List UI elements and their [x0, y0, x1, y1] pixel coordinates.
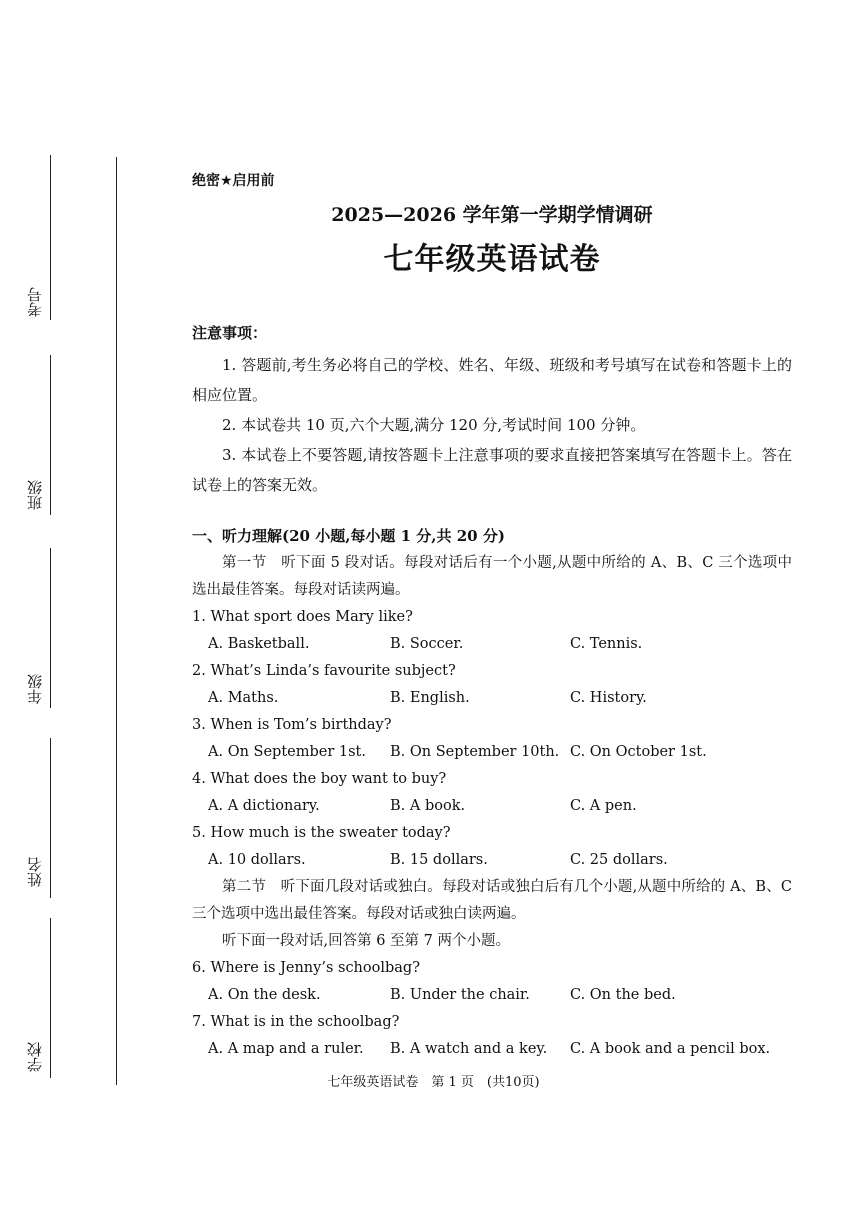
binding-rule	[116, 157, 117, 1085]
option-a: A. On the desk.	[208, 987, 321, 1003]
exam-subtitle: 2025—2026 学年第一学期学情调研	[331, 204, 653, 226]
side-field-label: 学校	[26, 1042, 44, 1072]
option-a: A. Basketball.	[208, 636, 310, 652]
option-b: B. A watch and a key.	[390, 1041, 548, 1057]
option-c: C. On October 1st.	[570, 744, 707, 760]
option-c: C. On the bed.	[570, 987, 676, 1003]
option-b: B. 15 dollars.	[390, 852, 488, 868]
option-c: C. 25 dollars.	[570, 852, 668, 868]
question-text: 2. What’s Linda’s favourite subject?	[192, 663, 456, 679]
question-text: 4. What does the boy want to buy?	[192, 771, 447, 787]
part-heading: 一、听力理解(20 小题,每小题 1 分,共 20 分)	[192, 527, 505, 545]
option-a: A. On September 1st.	[208, 744, 366, 760]
section-1-intro: 第一节 听下面 5 段对话。每段对话后有一个小题,从题中所给的 A、B、C 三个选项中选出最佳答案。每段对话读两遍。	[192, 555, 792, 598]
option-c: C. History.	[570, 690, 647, 706]
question-text: 6. Where is Jenny’s schoolbag?	[192, 960, 420, 976]
question-text: 5. How much is the sweater today?	[192, 825, 451, 841]
side-fill-line	[50, 918, 51, 1078]
question-options	[192, 631, 792, 658]
side-fill-line	[50, 355, 51, 515]
side-field-label: 姓名	[26, 857, 44, 887]
option-c: C. Tennis.	[570, 636, 643, 652]
option-b: B. A book.	[390, 798, 466, 814]
dialog-intro: 听下面一段对话,回答第 6 至第 7 两个小题。	[222, 933, 510, 949]
side-fill-line	[50, 548, 51, 708]
side-fill-line	[50, 738, 51, 898]
side-field-label: 年级	[26, 674, 44, 704]
exam-title: 七年级英语试卷	[383, 242, 601, 277]
notice-item: 1. 答题前,考生务必将自己的学校、姓名、年级、班级和考号填写在试卷和答题卡上的相应位置。	[192, 356, 792, 404]
notice-list	[192, 350, 792, 500]
question-options	[192, 685, 792, 712]
option-c: C. A pen.	[570, 798, 637, 814]
side-fill-line	[50, 155, 51, 320]
option-b: B. English.	[390, 690, 470, 706]
option-b: B. Soccer.	[390, 636, 464, 652]
side-field-class	[28, 478, 43, 510]
side-field-school	[28, 1040, 43, 1072]
side-field-label: 考号	[26, 287, 44, 317]
question-text: 3. When is Tom’s birthday?	[192, 717, 392, 733]
side-field-exam-number	[28, 285, 43, 317]
question-options	[192, 1036, 792, 1063]
question-options	[192, 739, 792, 766]
question-options	[192, 982, 792, 1009]
option-b: B. On September 10th.	[390, 744, 560, 760]
question-text: 7. What is in the schoolbag?	[192, 1014, 400, 1030]
option-b: B. Under the chair.	[390, 987, 530, 1003]
option-c: C. A book and a pencil box.	[570, 1041, 771, 1057]
question-options	[192, 847, 792, 874]
page-footer: 七年级英语试卷 第 1 页 (共10页)	[327, 1075, 540, 1090]
section-2-intro: 第二节 听下面几段对话或独白。每段对话或独白后有几个小题,从题中所给的 A、B、C 三个选项中选出最佳答案。每段对话或独白读两遍。	[192, 879, 792, 922]
option-a: A. Maths.	[208, 690, 279, 706]
side-field-label: 班级	[26, 480, 44, 510]
side-field-grade	[28, 672, 43, 704]
notice-item: 2. 本试卷共 10 页,六个大题,满分 120 分,考试时间 100 分钟。	[222, 416, 646, 434]
side-field-name	[28, 855, 43, 887]
option-a: A. 10 dollars.	[208, 852, 306, 868]
question-text: 1. What sport does Mary like?	[192, 609, 413, 625]
option-a: A. A map and a ruler.	[208, 1041, 364, 1057]
notice-item: 3. 本试卷上不要答题,请按答题卡上注意事项的要求直接把答案填写在答题卡上。答在试卷上的答案无效。	[192, 446, 792, 494]
part-listening	[192, 525, 792, 1063]
notice-heading: 注意事项：	[192, 324, 268, 342]
question-options	[192, 793, 792, 820]
confidential-mark: 绝密★启用前	[192, 173, 275, 189]
option-a: A. A dictionary.	[208, 798, 320, 814]
